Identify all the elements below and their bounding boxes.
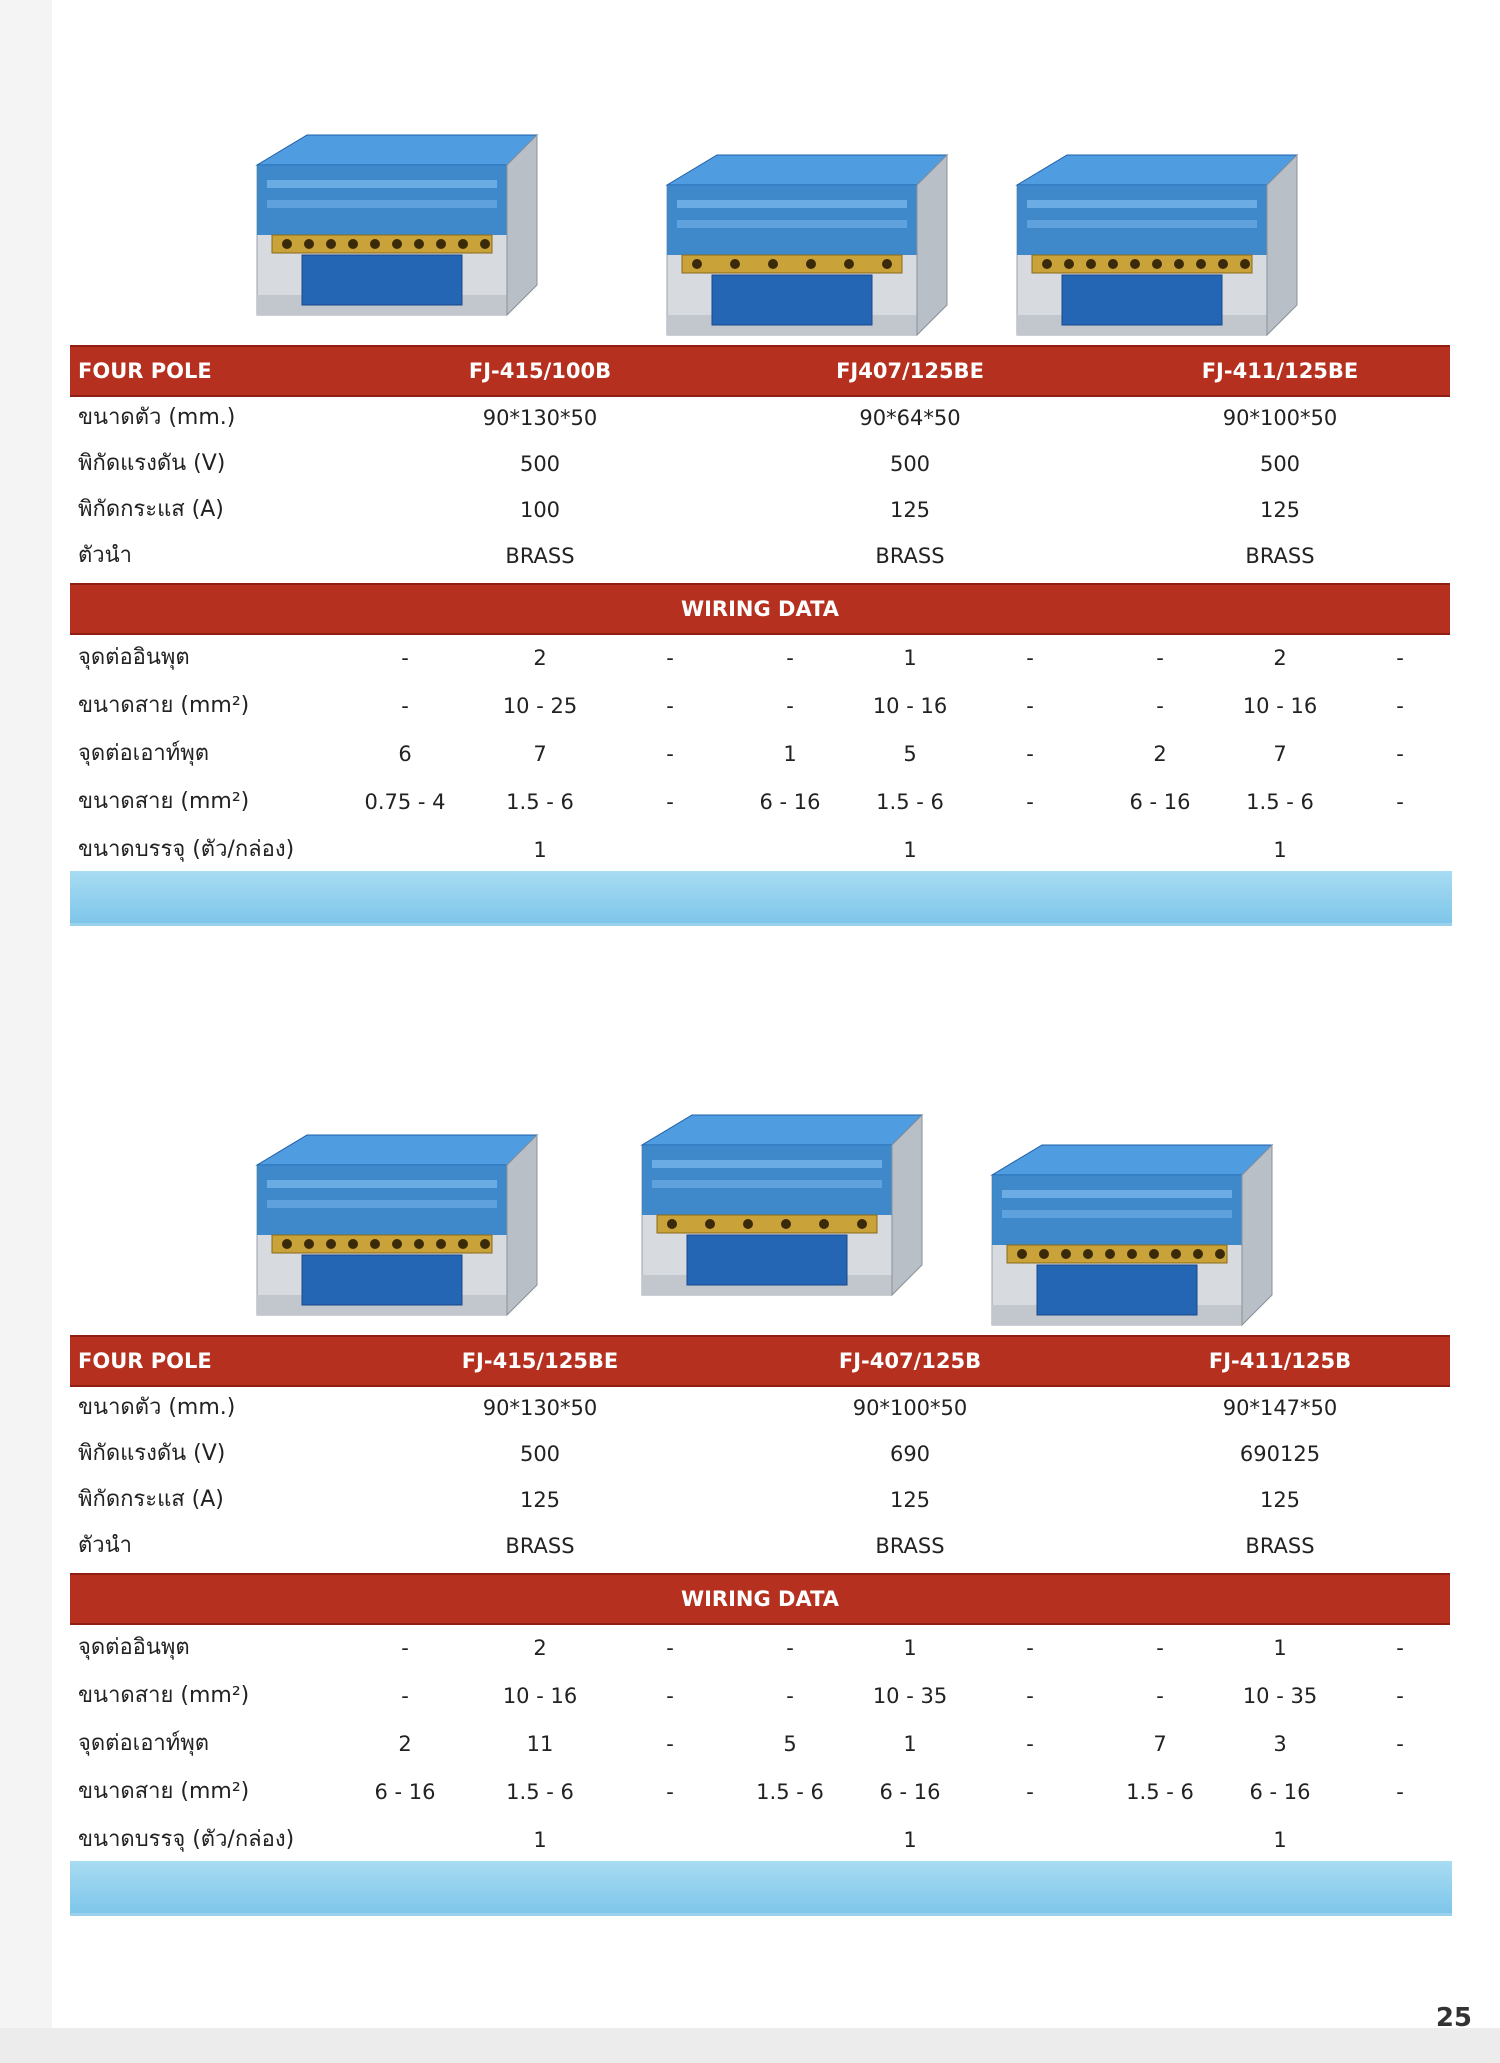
wiring-row [70, 1625, 1450, 1671]
row-label: ขนาดตัว (mm.) [78, 405, 236, 430]
wiring-value: - [786, 1684, 794, 1708]
wiring-value: 1.5 - 6 [756, 1780, 824, 1804]
wiring-value: 0.75 - 4 [364, 790, 446, 814]
wiring-value: 6 - 16 [759, 790, 821, 814]
spec-value: BRASS [505, 544, 575, 568]
product-image-fj407-125be [657, 145, 957, 345]
wiring-value: 6 - 16 [1129, 790, 1191, 814]
pack-value: 1 [533, 838, 547, 862]
scan-edge-bottom [0, 2028, 1500, 2063]
row-label: จุดต่อเอาท์พุต [78, 741, 210, 766]
wiring-value: 7 [1273, 742, 1287, 766]
wiring-value: - [1396, 1780, 1404, 1804]
wiring-value: 1 [903, 1636, 917, 1660]
wiring-value: - [666, 790, 674, 814]
wiring-value: 10 - 25 [502, 694, 578, 718]
spec-value: 100 [519, 498, 561, 522]
model-header: FJ-411/125BE [1201, 359, 1359, 383]
wiring-value: - [1156, 1636, 1164, 1660]
row-label: จุดต่ออินพุต [78, 645, 190, 670]
spec-row [70, 533, 1450, 579]
product-image-fj-407-125b [632, 1105, 932, 1305]
wiring-value: 7 [1153, 1732, 1167, 1756]
pack-value: 1 [903, 838, 917, 862]
wiring-data-header: WIRING DATA [70, 583, 1450, 635]
model-header: FJ-415/100B [468, 359, 612, 383]
footer-blue-bar [70, 1861, 1452, 1916]
row-label: ขนาดบรรจุ (ตัว/กล่อง) [78, 1827, 295, 1852]
wiring-value: - [786, 694, 794, 718]
wiring-row [70, 683, 1450, 729]
row-label: พิกัดกระแส (A) [78, 1487, 224, 1512]
wiring-value: - [1396, 742, 1404, 766]
spec-value: BRASS [1245, 1534, 1315, 1558]
wiring-value: 10 - 35 [1242, 1684, 1318, 1708]
wiring-value: 5 [903, 742, 917, 766]
spec-value: 90*100*50 [1222, 406, 1338, 430]
wiring-value: 1.5 - 6 [1126, 1780, 1194, 1804]
row-label: ขนาดตัว (mm.) [78, 1395, 236, 1420]
wiring-value: - [666, 1732, 674, 1756]
wiring-value: 1.5 - 6 [876, 790, 944, 814]
model-header: FJ-415/125BE [461, 1349, 619, 1373]
pack-value: 1 [1273, 1828, 1287, 1852]
wiring-value: - [1026, 646, 1034, 670]
spec-row [70, 1523, 1450, 1569]
wiring-value: 5 [783, 1732, 797, 1756]
wiring-value: 3 [1273, 1732, 1287, 1756]
wiring-value: - [1396, 790, 1404, 814]
wiring-value: 1 [1273, 1636, 1287, 1660]
wiring-value: - [786, 646, 794, 670]
pack-value: 1 [533, 1828, 547, 1852]
row-label: พิกัดแรงดัน (V) [78, 451, 226, 476]
spec-value: 125 [519, 1488, 561, 1512]
page-number: 25 [1435, 2003, 1472, 2033]
wiring-value: - [1396, 694, 1404, 718]
wiring-value: 10 - 16 [502, 1684, 578, 1708]
spec-value: 500 [889, 452, 931, 476]
wiring-value: 1 [903, 646, 917, 670]
wiring-value: 6 [398, 742, 412, 766]
wiring-value: - [1026, 1732, 1034, 1756]
product-image-fj-415-125be [247, 1125, 547, 1325]
row-label: ตัวนำ [78, 543, 133, 568]
wiring-value: - [1396, 1636, 1404, 1660]
header-label: FOUR POLE [78, 1349, 212, 1373]
wiring-data-header: WIRING DATA [70, 1573, 1450, 1625]
wiring-value: 1.5 - 6 [506, 790, 574, 814]
wiring-value: - [1026, 1780, 1034, 1804]
spec-value: 125 [1259, 498, 1301, 522]
wiring-value: - [1396, 1732, 1404, 1756]
product-image-fj-411-125b [982, 1135, 1282, 1335]
wiring-row [70, 1721, 1450, 1767]
spec-value: 90*100*50 [852, 1396, 968, 1420]
wiring-value: 1 [903, 1732, 917, 1756]
wiring-row [70, 635, 1450, 681]
row-label: จุดต่อเอาท์พุต [78, 1731, 210, 1756]
spec-value: BRASS [505, 1534, 575, 1558]
spec-value: 90*64*50 [859, 406, 961, 430]
table-header [70, 1335, 1450, 1387]
header-label: FOUR POLE [78, 359, 212, 383]
spec-value: 90*130*50 [482, 1396, 598, 1420]
wiring-value: - [666, 1636, 674, 1660]
row-label: ตัวนำ [78, 1533, 133, 1558]
wiring-value: 10 - 16 [1242, 694, 1318, 718]
spec-row [70, 1431, 1450, 1477]
wiring-value: 1 [783, 742, 797, 766]
wiring-value: 7 [533, 742, 547, 766]
wiring-value: 10 - 35 [872, 1684, 948, 1708]
wiring-value: - [401, 646, 409, 670]
spec-value: 90*147*50 [1222, 1396, 1338, 1420]
row-label: ขนาดสาย (mm²) [78, 1779, 250, 1804]
row-label: ขนาดสาย (mm²) [78, 693, 250, 718]
wiring-value: 1.5 - 6 [506, 1780, 574, 1804]
scan-edge-left [0, 0, 52, 2063]
model-header: FJ407/125BE [836, 359, 984, 383]
spec-row [70, 1477, 1450, 1523]
wiring-value: 6 - 16 [374, 1780, 436, 1804]
spec-value: 690125 [1239, 1442, 1321, 1466]
spec-value: 125 [889, 1488, 931, 1512]
wiring-value: 2 [533, 646, 547, 670]
wiring-value: - [401, 1636, 409, 1660]
wiring-value: - [786, 1636, 794, 1660]
wiring-value: - [401, 694, 409, 718]
wiring-row [70, 1673, 1450, 1719]
pack-value: 1 [903, 1828, 917, 1852]
wiring-value: 2 [1153, 742, 1167, 766]
row-label: ขนาดบรรจุ (ตัว/กล่อง) [78, 837, 295, 862]
spec-value: BRASS [875, 544, 945, 568]
wiring-value: - [1156, 1684, 1164, 1708]
wiring-row [70, 1769, 1450, 1815]
wiring-value: - [666, 742, 674, 766]
wiring-value: - [1156, 694, 1164, 718]
wiring-value: 10 - 16 [872, 694, 948, 718]
wiring-value: 2 [1273, 646, 1287, 670]
wiring-value: - [1026, 1636, 1034, 1660]
wiring-value: - [401, 1684, 409, 1708]
wiring-row [70, 731, 1450, 777]
pack-value: 1 [1273, 838, 1287, 862]
spec-value: 125 [1259, 1488, 1301, 1512]
wiring-value: - [666, 1684, 674, 1708]
wiring-value: - [1026, 1684, 1034, 1708]
row-label: พิกัดกระแส (A) [78, 497, 224, 522]
wiring-value: - [666, 694, 674, 718]
wiring-value: 2 [533, 1636, 547, 1660]
spec-row [70, 441, 1450, 487]
row-label: ขนาดสาย (mm²) [78, 1683, 250, 1708]
spec-row [70, 395, 1450, 441]
row-label: ขนาดสาย (mm²) [78, 789, 250, 814]
wiring-value: - [1026, 790, 1034, 814]
wiring-value: 6 - 16 [1249, 1780, 1311, 1804]
wiring-value: - [1396, 646, 1404, 670]
row-label: จุดต่ออินพุต [78, 1635, 190, 1660]
spec-value: 500 [519, 1442, 561, 1466]
model-header: FJ-407/125B [838, 1349, 982, 1373]
wiring-value: 6 - 16 [879, 1780, 941, 1804]
product-image-fj-415-100b [247, 125, 547, 325]
pack-row [70, 1817, 1450, 1863]
spec-value: 500 [1259, 452, 1301, 476]
spec-row [70, 1385, 1450, 1431]
catalog-page [52, 45, 1470, 2028]
spec-value: BRASS [1245, 544, 1315, 568]
wiring-value: - [1396, 1684, 1404, 1708]
model-header: FJ-411/125B [1208, 1349, 1352, 1373]
wiring-row [70, 779, 1450, 825]
spec-value: 690 [889, 1442, 931, 1466]
spec-value: BRASS [875, 1534, 945, 1558]
wiring-value: - [1156, 646, 1164, 670]
spec-value: 90*130*50 [482, 406, 598, 430]
wiring-value: - [666, 1780, 674, 1804]
pack-row [70, 827, 1450, 873]
table-header [70, 345, 1450, 397]
wiring-value: - [666, 646, 674, 670]
wiring-value: - [1026, 694, 1034, 718]
row-label: พิกัดแรงดัน (V) [78, 1441, 226, 1466]
spec-value: 125 [889, 498, 931, 522]
product-image-fj-411-125be [1007, 145, 1307, 345]
spec-value: 500 [519, 452, 561, 476]
wiring-value: 2 [398, 1732, 412, 1756]
wiring-value: 1.5 - 6 [1246, 790, 1314, 814]
spec-row [70, 487, 1450, 533]
footer-blue-bar [70, 871, 1452, 926]
wiring-value: - [1026, 742, 1034, 766]
wiring-value: 11 [526, 1732, 554, 1756]
